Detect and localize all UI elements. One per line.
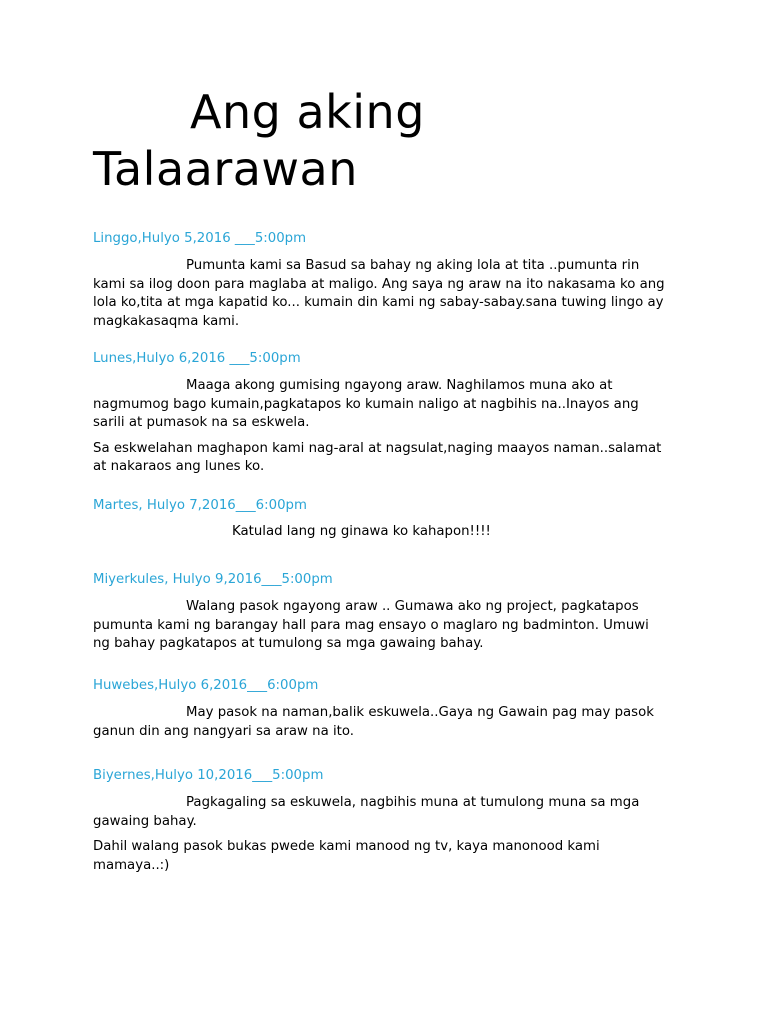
- title-line-1: Ang aking: [190, 85, 425, 139]
- title-line-2: Talaarawan: [93, 142, 358, 196]
- entry-date: Martes, Hulyo 7,2016___6:00pm: [93, 498, 307, 513]
- diary-entry-friday: [93, 767, 668, 875]
- entry-paragraph: Maaga akong gumising ngayong araw. Naghilamos muna ako at nagmumog bago kumain,pagkatapos ko kumain naligo at nagbihis na..Inayos ang sarili at pumasok na sa eskwela.: [93, 378, 639, 430]
- diary-entry-sunday: [93, 230, 668, 331]
- diary-entry-wednesday: [93, 571, 668, 654]
- diary-entry-monday: [93, 350, 668, 477]
- entry-paragraph: Walang pasok ngayong araw .. Gumawa ako ng project, pagkatapos pumunta kami ng barangay hall para mag ensayo o maglaro ng badminton. Umuwi ng bahay pagkatapos at tumulong sa mga gawaing bahay.: [93, 599, 649, 651]
- entry-paragraph: Pumunta kami sa Basud sa bahay ng aking lola at tita ..pumunta rin kami sa ilog doon para maglaba at maligo. Ang saya ng araw na ito nakasama ko ang lola ko,tita at mga kapatid ko... kumain din kami ng sabay-sabay.sana tuwing lingo ay magkakasaqma kami.: [93, 258, 665, 329]
- diary-entry-tuesday: [93, 497, 668, 541]
- entry-paragraph: Dahil walang pasok bukas pwede kami manood ng tv, kaya manonood kami mamaya..:): [93, 839, 600, 873]
- entry-paragraph: Katulad lang ng ginawa ko kahapon!!!!: [232, 524, 491, 539]
- entry-paragraph: Pagkagaling sa eskuwela, nagbihis muna at tumulong muna sa mga gawaing bahay.: [93, 795, 640, 829]
- entry-date: Linggo,Hulyo 5,2016 ___5:00pm: [93, 231, 307, 246]
- entry-date: Miyerkules, Hulyo 9,2016___5:00pm: [93, 572, 333, 587]
- diary-entry-thursday: [93, 677, 668, 741]
- entry-date: Huwebes,Hulyo 6,2016___6:00pm: [93, 678, 319, 693]
- entry-paragraph: May pasok na naman,balik eskuwela..Gaya ng Gawain pag may pasok ganun din ang nangyari sa araw na ito.: [93, 705, 654, 739]
- page-title: [93, 84, 693, 198]
- entry-date: Lunes,Hulyo 6,2016 ___5:00pm: [93, 351, 301, 366]
- entry-paragraph: Sa eskwelahan maghapon kami nag-aral at nagsulat,naging maayos naman..salamat at nakaraos ang lunes ko.: [93, 440, 662, 474]
- entry-date: Biyernes,Hulyo 10,2016___5:00pm: [93, 768, 324, 783]
